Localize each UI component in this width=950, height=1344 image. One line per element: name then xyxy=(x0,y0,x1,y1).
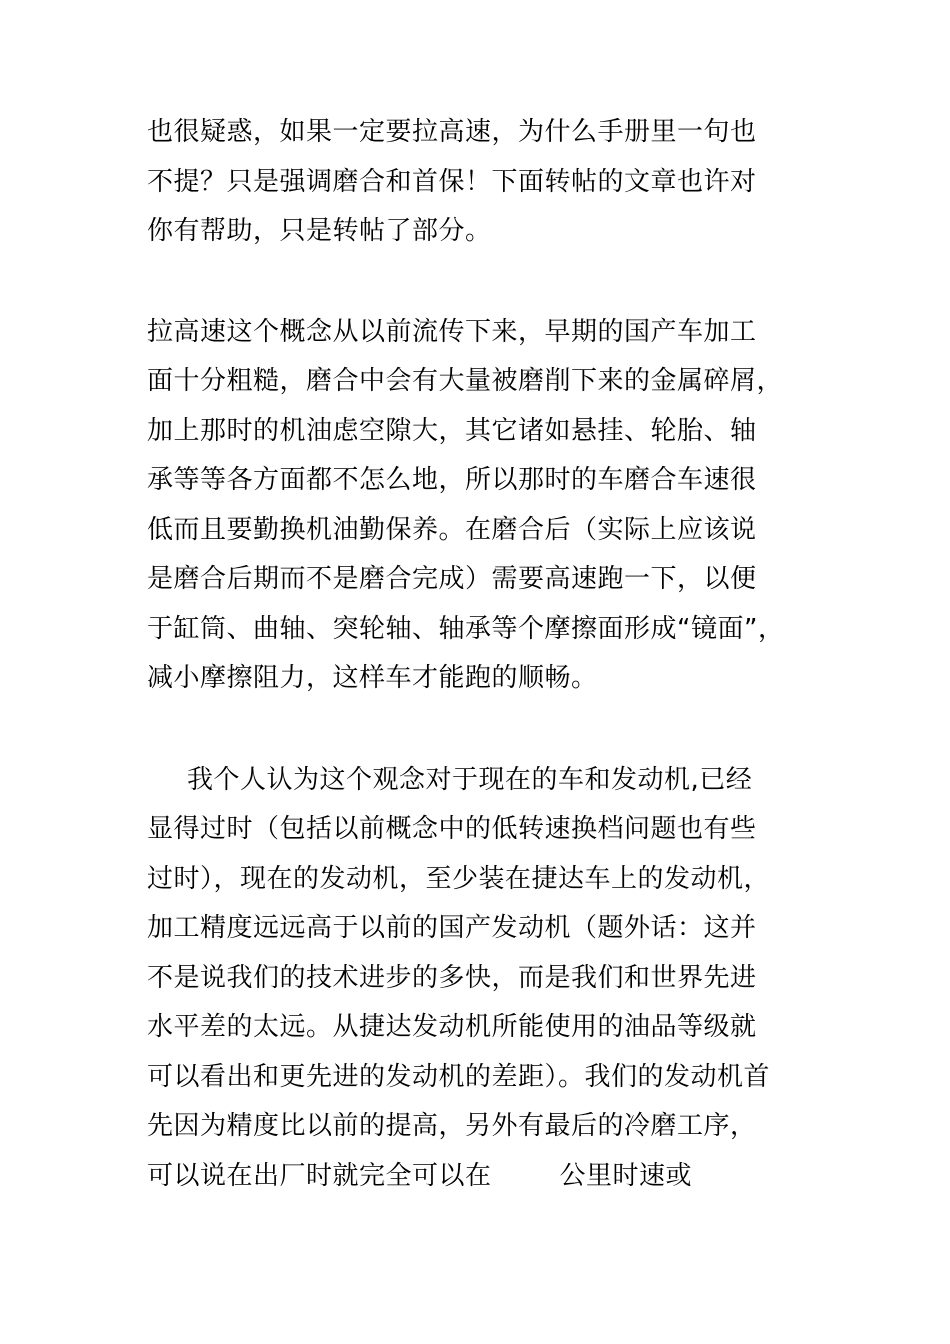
paragraph-2-line-2: 面十分粗糙，磨合中会有大量被磨削下来的金属碎屑， xyxy=(147,366,784,396)
paragraph-1-line-1: 也很疑惑，如果一定要拉高速，为什么手册里一句也 xyxy=(147,117,757,147)
paragraph-3-line-3: 过时），现在的发动机，至少装在捷达车上的发动机， xyxy=(147,864,771,894)
paragraph-3-line-9 xyxy=(147,1159,817,1193)
paragraph-2-line-1: 拉高速这个概念从以前流传下来，早期的国产车加工 xyxy=(147,317,757,347)
paragraph-1-line-2: 不提？只是强调磨合和首保！下面转帖的文章也许对 xyxy=(147,167,757,197)
paragraph-2-line-3: 加上那时的机油虑空隙大，其它诸如悬挂、轮胎、轴 xyxy=(147,416,757,446)
paragraph-1-line-3: 你有帮助，只是转帖了部分。 xyxy=(147,216,492,246)
paragraph-3-line-1: 我个人认为这个观念对于现在的车和发动机,已经 xyxy=(187,765,753,795)
paragraph-3-line-9-end: 公里时速或 xyxy=(559,1161,693,1191)
paragraph-2-line-5: 低而且要勤换机油勤保养。在磨合后（实际上应该说 xyxy=(147,515,757,545)
paragraph-3-line-2: 显得过时（包括以前概念中的低转速换档问题也有些 xyxy=(147,814,757,844)
paragraph-2-line-4: 承等等各方面都不怎么地，所以那时的车磨合车速很 xyxy=(147,465,757,495)
paragraph-3-line-7: 可以看出和更先进的发动机的差距）。我们的发动机首 xyxy=(147,1062,771,1092)
paragraph-3-line-6: 水平差的太远。从捷达发动机所能使用的油品等级就 xyxy=(147,1012,757,1042)
paragraph-2-line-8: 减小摩擦阻力，这样车才能跑的顺畅。 xyxy=(147,663,598,693)
paragraph-2-line-6: 是磨合后期而不是磨合完成）需要高速跑一下，以便 xyxy=(147,564,757,594)
paragraph-3-line-9-start: 可以说在出厂时就完全可以在 xyxy=(147,1161,492,1191)
paragraph-3-line-5: 不是说我们的技术进步的多快，而是我们和世界先进 xyxy=(147,963,757,993)
paragraph-3-line-8: 先因为精度比以前的提高，另外有最后的冷磨工序， xyxy=(147,1111,757,1141)
paragraph-3-line-4: 加工精度远远高于以前的国产发动机（题外话：这并 xyxy=(147,913,757,943)
paragraph-2-line-7: 于缸筒、曲轴、突轮轴、轴承等个摩擦面形成“镜面”， xyxy=(147,614,785,644)
